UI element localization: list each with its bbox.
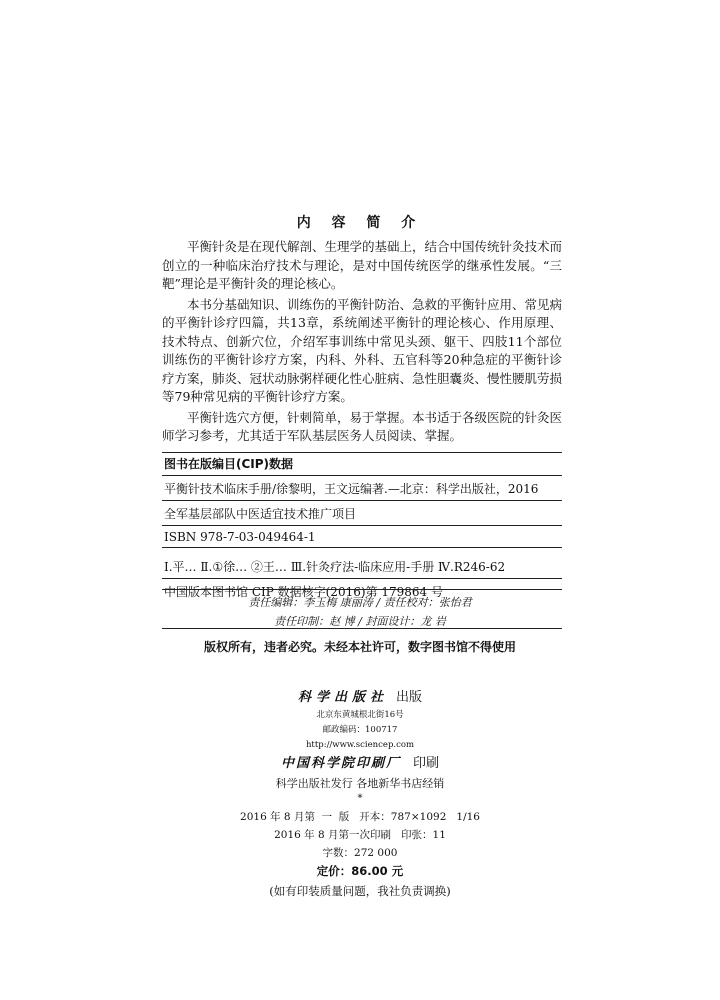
cip-block: [162, 452, 562, 603]
intro-paragraph-3: 平衡针选穴方便，针刺简单，易于掌握。本书适于各级医院的针灸医师学习参考，尤其适于军队基层医务人员阅读、掌握。: [162, 409, 563, 443]
cip-heading: 图书在版编目(CIP)数据: [162, 452, 562, 476]
quality-note: (如有印装质量问题，我社负责调换): [269, 884, 451, 898]
edition-row-3: 字数：272 000: [322, 847, 398, 859]
edition-block: [0, 808, 720, 900]
publisher-url: http://www.sciencep.com: [305, 740, 415, 750]
rights-text: 版权所有，违者必究。未经本社许可，数字图书馆不得使用: [203, 640, 516, 654]
cip-series-line: 全军基层部队中医适宜技术推广项目: [162, 501, 562, 526]
rights-notice: [0, 638, 720, 655]
edition-row-1: 2016 年 8 月第 一 版 开本：787×1092 1/16: [240, 811, 480, 823]
publisher-logo: 科学出版社: [297, 690, 388, 705]
rights-divider: [162, 628, 562, 629]
publisher-suffix: 出版: [396, 690, 423, 705]
publisher-postcode: 邮政编码：100717: [322, 725, 398, 735]
intro-body: [162, 238, 562, 448]
publisher-address: 北京东黄城根北街16号: [316, 710, 404, 720]
editors-block: [0, 592, 720, 631]
edition-row-2: 2016 年 8 月第一次印刷 印张：11: [274, 829, 446, 841]
publisher-line: [0, 688, 720, 708]
intro-title: 内 容 简 介: [296, 215, 424, 231]
publisher-block: [0, 688, 720, 805]
price: 定价：86.00 元: [316, 864, 404, 878]
editors-row-1: 责任编辑：李玉梅 康丽涛 / 责任校对：张怡君: [248, 596, 472, 609]
printer-suffix: 印刷: [413, 756, 440, 771]
separator-star: *: [357, 793, 363, 804]
intro-paragraph-1: 平衡针灸是在现代解剖、生理学的基础上，结合中国传统针灸技术而创立的一种临床治疗技术与理论，是对中国传统医学的继承性发展。“三靶”理论是平衡针灸的理论核心。: [162, 239, 563, 291]
cip-record-line: 中国版本图书馆 CIP 数据核字(2016)第 179864 号: [164, 585, 443, 599]
editors-row-2: 责任印制：赵 博 / 封面设计：龙 岩: [274, 615, 446, 628]
intro-paragraph-2: 本书分基础知识、训练伤的平衡针防治、急救的平衡针应用、常见病的平衡针诊疗四篇，共13章，系统阐述平衡针的理论核心、作用原理、技术特点、创新穴位，介绍军事训练中常见头颈、躯干、四肢11个部位训练伤的平衡针诊疗方案，内科、外科、五官科等20种急症的平衡针诊疗方案，肺炎、冠状动脉粥样硬化性心脏病、急性胆囊炎、慢性腰肌劳损等79种常见病的平衡针诊疗方案。: [162, 296, 563, 404]
distribution-line: 科学出版社发行 各地新华书店经销: [275, 777, 445, 790]
cip-title-line: 平衡针技术临床手册/徐黎明，王文远编著.—北京：科学出版社，2016: [162, 476, 562, 501]
printer-line: [0, 753, 720, 775]
editors-divider: [162, 589, 562, 590]
printer-logo: 中国科学院印刷厂: [280, 756, 401, 771]
cip-classification-line: Ⅰ.平… Ⅱ.①徐… ②王… Ⅲ.针灸疗法-临床应用-手册 Ⅳ.R246-62: [162, 554, 562, 579]
cip-isbn-line: ISBN 978-7-03-049464-1: [162, 526, 562, 548]
